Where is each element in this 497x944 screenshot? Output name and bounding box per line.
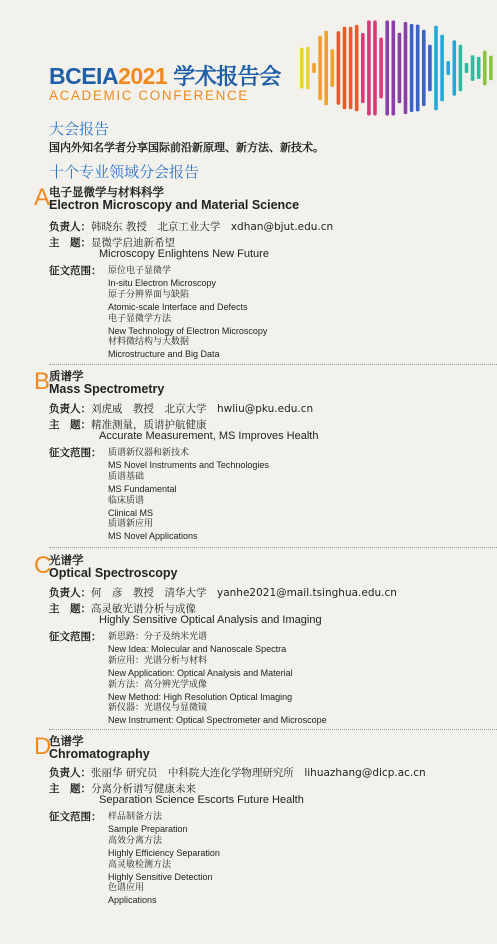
- scope-item: MS Novel Instruments and Technologies: [108, 459, 269, 470]
- scope-row: [49, 631, 102, 644]
- scope-item: New Technology of Electron Microscopy: [108, 325, 268, 336]
- scope-label: 征文范围：: [49, 265, 102, 277]
- topic-cn: 精准测量，质谱护航健康: [91, 419, 207, 431]
- scope-item: Highly Sensitive Detection: [108, 871, 213, 882]
- wave-bar: [465, 63, 469, 73]
- topic-cn: 分离分析谱写健康未来: [91, 783, 196, 795]
- wave-bar: [306, 47, 310, 90]
- scope-list: [108, 266, 267, 361]
- leader-row: [49, 403, 313, 416]
- scope-list: [108, 632, 327, 727]
- leader-label: 负责人：: [49, 767, 91, 779]
- scope-item: MS Novel Applications: [108, 531, 198, 542]
- scope-item: 质谱新仪器和新技术: [108, 448, 190, 458]
- scope-item: Atomic-scale Interface and Defects: [108, 301, 248, 312]
- wave-bar: [361, 33, 365, 103]
- wave-bar: [453, 40, 457, 95]
- wave-bar: [459, 45, 463, 92]
- wave-bar: [318, 36, 322, 101]
- topic-label: 主 题：: [49, 419, 91, 431]
- scope-list: [108, 812, 220, 907]
- scope-item: 高灵敏检测方法: [108, 859, 172, 870]
- topic-en: Highly Sensitive Optical Analysis and Imaging: [99, 614, 322, 626]
- scope-row: [49, 265, 102, 278]
- wave-bar: [379, 38, 383, 99]
- wave-bar: [367, 21, 371, 116]
- scope-item: New Application: Optical Analysis and Material: [108, 667, 293, 678]
- scope-item: 电子显微学方法: [108, 313, 172, 324]
- leader-value: 韩晓东 教授 北京工业大学 xdhan@bjut.edu.cn: [91, 221, 334, 233]
- scope-item: New Instrument: Optical Spectrometer and Microscope: [108, 715, 327, 726]
- wave-bar: [343, 27, 347, 110]
- leader-value: 何 彦 教授 清华大学 yanhe2021@mail.tsinghua.edu.cn: [91, 587, 397, 599]
- scope-item: Applications: [108, 895, 157, 906]
- leader-row: [49, 221, 333, 234]
- scope-item: 新仪器：光谱仪与显微镜: [108, 703, 208, 714]
- section-title-en: Optical Spectroscopy: [49, 566, 178, 580]
- section-letter: A: [34, 184, 51, 211]
- wave-bar: [312, 63, 316, 73]
- wave-bar: [410, 24, 414, 112]
- wave-bar: [398, 33, 402, 103]
- topic-label: 主 题：: [49, 603, 91, 615]
- scope-label: 征文范围：: [49, 811, 102, 823]
- section-title-cn: 电子显微学与材料科学: [49, 185, 164, 199]
- wave-bar: [349, 27, 353, 109]
- section-title-en: Chromatography: [49, 747, 150, 761]
- wave-bar: [337, 31, 341, 105]
- wave-bar: [471, 55, 475, 81]
- scope-item: 新思路：分子及纳米光谱: [108, 632, 208, 642]
- scope-item: 高效分离方法: [108, 835, 163, 846]
- topic-en: Separation Science Escorts Future Health: [99, 794, 304, 806]
- leader-value: 张丽华 研究员 中科院大连化学物理研究所 lihuazhang@dicp.ac.cn: [91, 767, 426, 779]
- topic-en: Accurate Measurement, MS Improves Health: [99, 430, 319, 442]
- scope-item: 临床质谱: [108, 495, 145, 506]
- wave-bar: [355, 25, 359, 111]
- wave-bar: [331, 49, 335, 87]
- logo-bceia: BCEIA: [49, 63, 119, 89]
- topic-cn: 高灵敏光谱分析与成像: [91, 603, 196, 615]
- scope-item: MS Fundamental: [108, 483, 177, 494]
- scope-item: 质谱基础: [108, 471, 145, 482]
- scope-item: New Idea: Molecular and Nanoscale Spectra: [108, 643, 287, 654]
- scope-item: 质谱新应用: [108, 519, 154, 530]
- section-letter: C: [34, 552, 52, 579]
- wave-bar: [477, 57, 481, 79]
- wave-bar: [483, 51, 487, 86]
- logo-title: 学术报告会: [173, 65, 281, 90]
- wave-bar: [440, 35, 444, 102]
- scope-item: 原子分辨界面与缺陷: [108, 289, 190, 300]
- section-title-en: Electron Microscopy and Material Science: [49, 198, 300, 212]
- scope-item: 原位电子显微学: [108, 266, 172, 276]
- topic-label: 主 题：: [49, 237, 91, 249]
- wave-bar: [434, 26, 438, 111]
- wave-bar: [300, 48, 304, 89]
- section-title-cn: 光谱学: [49, 553, 84, 567]
- wave-bar: [392, 21, 396, 116]
- scope-item: 新应用：光谱分析与材料: [108, 655, 208, 666]
- section-divider: [49, 547, 497, 548]
- scope-item: 材料微结构与大数据: [108, 337, 190, 348]
- leader-label: 负责人：: [49, 587, 91, 599]
- leader-label: 负责人：: [49, 403, 91, 415]
- leader-row: [49, 767, 426, 780]
- logo-subtitle: ACADEMIC CONFERENCE: [49, 88, 249, 103]
- scope-row: [49, 447, 102, 460]
- wave-bar: [404, 22, 408, 114]
- scope-item: Highly Efficiency Separation: [108, 847, 220, 858]
- section-title-en: Mass Spectrometry: [49, 382, 165, 396]
- topic-label: 主 题：: [49, 783, 91, 795]
- wave-bar: [428, 45, 432, 91]
- scope-item: Sample Preparation: [108, 823, 188, 834]
- wave-bar: [324, 31, 328, 106]
- scope-item: 样品制备方法: [108, 812, 163, 822]
- scope-list: [108, 448, 269, 543]
- leader-label: 负责人：: [49, 221, 91, 233]
- wave-bar: [416, 25, 420, 112]
- section-letter: D: [34, 733, 52, 760]
- plenary-desc: 国内外知名学者分享国际前沿新原理、新方法、新技术。: [49, 141, 324, 154]
- section-title-cn: 色谱学: [49, 734, 84, 748]
- leader-row: [49, 587, 397, 600]
- scope-item: 新方法：高分辨光学成像: [108, 679, 208, 690]
- scope-label: 征文范围：: [49, 447, 102, 459]
- wave-bar: [373, 21, 377, 116]
- scope-label: 征文范围：: [49, 631, 102, 643]
- logo-year: 2021: [118, 63, 168, 89]
- sessions-title: 十个专业领域分会报告: [49, 163, 200, 181]
- leader-value: 刘虎威 教授 北京大学 hwliu@pku.edu.cn: [91, 403, 314, 415]
- topic-cn: 显微学启迪新希望: [91, 237, 175, 249]
- section-title-cn: 质谱学: [49, 369, 84, 383]
- scope-row: [49, 811, 102, 824]
- wave-bar: [446, 61, 450, 75]
- wave-bar: [385, 21, 389, 116]
- wave-bar: [489, 56, 493, 81]
- topic-en: Microscopy Enlightens New Future: [99, 248, 269, 260]
- plenary-title: 大会报告: [49, 120, 110, 138]
- scope-item: In-situ Electron Microscopy: [108, 277, 217, 288]
- scope-item: Microstructure and Big Data: [108, 349, 220, 360]
- section-letter: B: [34, 368, 51, 395]
- scope-item: 色谱应用: [108, 883, 145, 894]
- section-divider: [49, 364, 497, 365]
- conference-logo: [49, 60, 281, 91]
- wave-bar: [422, 30, 426, 106]
- scope-item: Clinical MS: [108, 507, 154, 518]
- section-divider: [49, 729, 497, 730]
- scope-item: New Method: High Resolution Optical Imaging: [108, 691, 293, 702]
